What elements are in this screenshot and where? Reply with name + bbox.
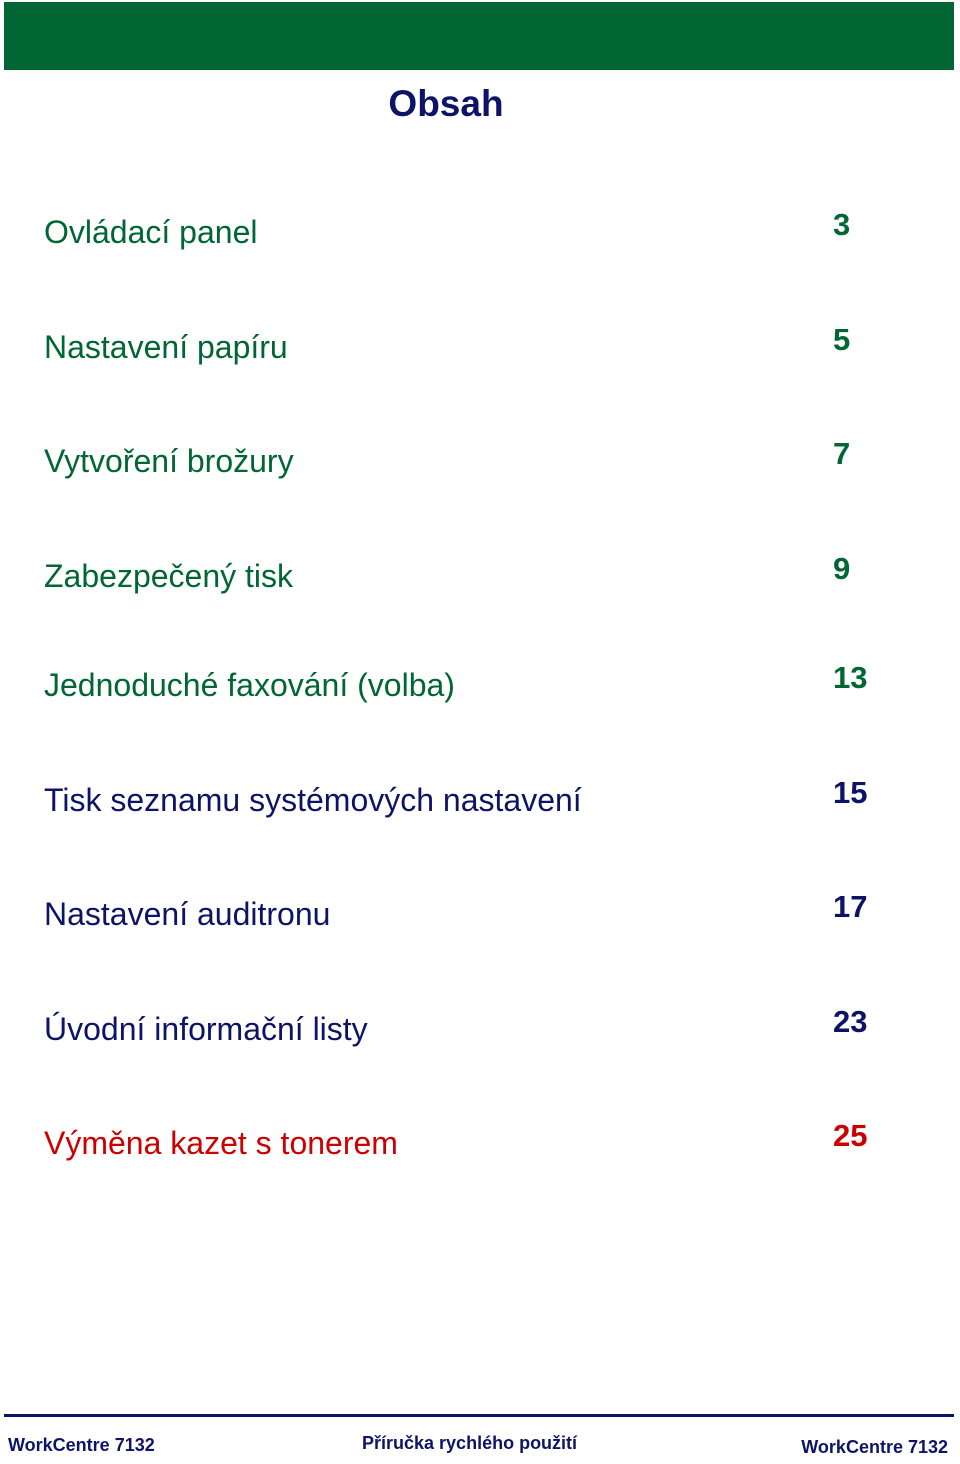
toc-item[interactable] — [0, 774, 960, 834]
toc-item-label[interactable]: Výměna kazet s tonerem — [44, 1125, 398, 1161]
toc-item-page-number[interactable]: 5 — [833, 322, 851, 357]
toc-item[interactable] — [0, 1003, 960, 1063]
toc-item-page-number[interactable]: 15 — [833, 775, 868, 810]
toc-item-label[interactable]: Tisk seznamu systémových nastavení — [44, 782, 582, 818]
toc-item[interactable] — [0, 206, 960, 266]
toc-item-label[interactable]: Zabezpečený tisk — [44, 558, 294, 594]
toc-item-label[interactable]: Úvodní informační listy — [44, 1011, 368, 1047]
toc-item[interactable] — [0, 435, 960, 495]
page-title: Obsah — [388, 83, 504, 124]
toc-item-label[interactable]: Nastavení auditronu — [44, 896, 331, 932]
toc-item-page-number[interactable]: 17 — [833, 889, 868, 924]
toc-item[interactable] — [0, 659, 960, 719]
footer-guide-title: Příručka rychlého použití — [362, 1433, 578, 1453]
toc-item-label[interactable]: Vytvoření brožury — [44, 443, 294, 479]
toc-item-label[interactable]: Ovládací panel — [44, 214, 258, 250]
footer-product-right: WorkCentre 7132 — [801, 1437, 948, 1457]
toc-item[interactable] — [0, 321, 960, 381]
toc-item-page-number[interactable]: 13 — [833, 660, 868, 695]
header-bar — [4, 2, 954, 70]
toc-item[interactable] — [0, 888, 960, 948]
toc-item-page-number[interactable]: 25 — [833, 1118, 868, 1153]
toc-item-page-number[interactable]: 3 — [833, 207, 851, 242]
footer-divider — [4, 1414, 954, 1417]
footer-product-left: WorkCentre 7132 — [8, 1435, 155, 1455]
toc-item-page-number[interactable]: 23 — [833, 1004, 868, 1039]
toc-item-page-number[interactable]: 9 — [833, 551, 851, 586]
toc-item[interactable] — [0, 550, 960, 610]
toc-item-label[interactable]: Jednoduché faxování (volba) — [44, 667, 455, 703]
toc-item[interactable] — [0, 1117, 960, 1177]
toc-item-page-number[interactable]: 7 — [833, 436, 851, 471]
toc-item-label[interactable]: Nastavení papíru — [44, 329, 288, 365]
